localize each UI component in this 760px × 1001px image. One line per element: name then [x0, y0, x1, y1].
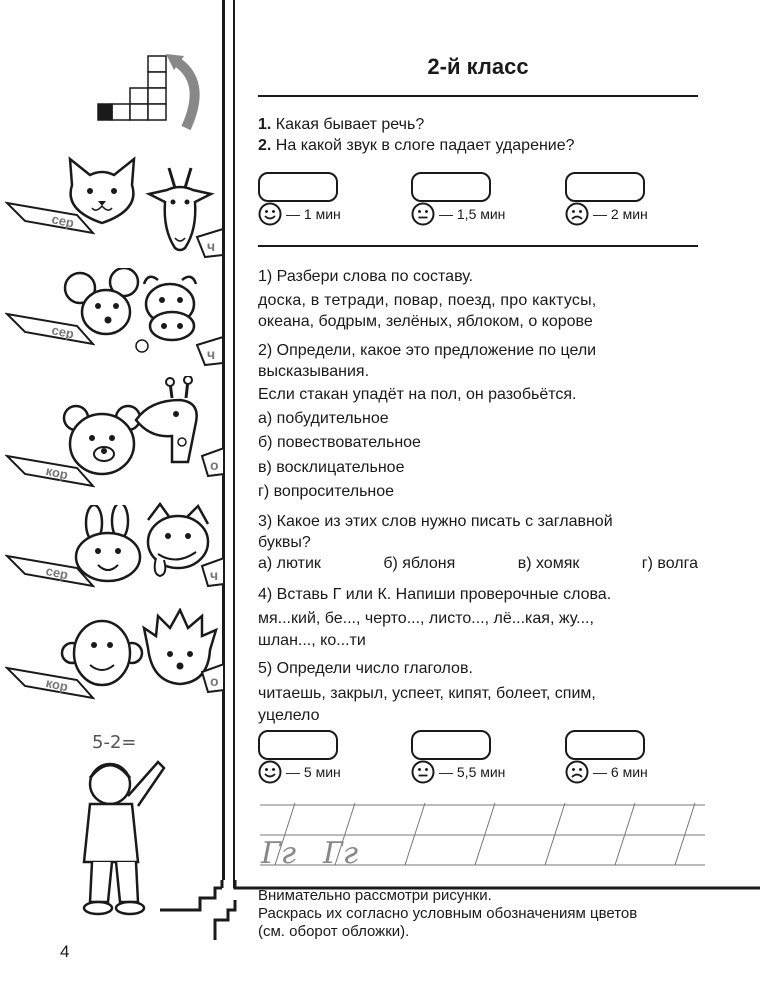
- task-3-option-b: б) яблоня: [383, 555, 456, 572]
- task-3-title-line2: буквы?: [258, 534, 311, 551]
- footer-line-2: Раскрась их согласно условным обозначениям цветов: [258, 905, 638, 922]
- section-divider: [258, 245, 698, 247]
- neutral-face-icon: [411, 202, 435, 226]
- sad-face-icon: [565, 202, 589, 226]
- task-2-option-c: в) восклицательное: [258, 459, 405, 476]
- svg-text:ч: ч: [207, 238, 216, 254]
- question-2: 2. На какой звук в слоге падает ударение?: [258, 137, 575, 154]
- task-3-option-a: а) лютик: [258, 555, 321, 572]
- side-tag-left-3: [5, 450, 95, 490]
- task-2-title-line1: 2) Определи, какое это предложение по цели: [258, 342, 597, 359]
- task-3-options: [258, 555, 698, 573]
- answer-box-5[interactable]: [411, 730, 491, 760]
- svg-text:сер: сер: [44, 563, 70, 583]
- side-tag-right-5: [200, 662, 226, 694]
- timing-bottom-2: — 5,5 мин: [411, 760, 505, 784]
- svg-text:кор: кор: [44, 675, 70, 695]
- answer-box-1[interactable]: [258, 172, 338, 202]
- svg-text:5-2=: 5-2=: [92, 732, 137, 753]
- side-tag-right-3: [200, 446, 226, 478]
- handwriting-practice-area[interactable]: [255, 795, 705, 875]
- task-2-option-d: г) вопросительное: [258, 483, 395, 500]
- svg-text:ч: ч: [210, 567, 219, 583]
- side-tag-left-5: [5, 662, 95, 702]
- answer-box-3[interactable]: [565, 172, 645, 202]
- timing-bottom-1: — 5 мин: [258, 760, 341, 784]
- svg-text:о: о: [210, 457, 219, 473]
- title-divider: [258, 95, 698, 97]
- footer-line-1: Внимательно рассмотри рисунки.: [258, 887, 492, 904]
- task-3-option-d: г) волга: [641, 555, 698, 572]
- side-tag-right-4: [200, 556, 226, 588]
- svg-text:Гг: Гг: [261, 836, 297, 871]
- answer-box-2[interactable]: [411, 172, 491, 202]
- side-tag-right-2: [195, 335, 225, 367]
- task-2-option-a: а) побудительное: [258, 410, 389, 427]
- svg-text:сер: сер: [50, 322, 76, 342]
- left-frame-line: [222, 0, 225, 880]
- sad-face-icon: [565, 760, 589, 784]
- svg-text:ч: ч: [207, 346, 216, 362]
- task-2-option-b: б) повествовательное: [258, 434, 421, 451]
- timing-top-2: — 1,5 мин: [411, 202, 505, 226]
- task-5-title: 5) Определи число глаголов.: [258, 660, 473, 677]
- progress-grid-icon: [96, 50, 211, 135]
- page-number: 4: [60, 942, 70, 961]
- footer-line-3: (см. оборот обложки).: [258, 923, 410, 940]
- answer-box-4[interactable]: [258, 730, 338, 760]
- task-4-title: 4) Вставь Г или К. Напиши проверочные слова.: [258, 586, 612, 603]
- svg-text:о: о: [210, 673, 219, 689]
- task-5-line2: уцелело: [258, 707, 320, 724]
- task-2-sentence: Если стакан упадёт на пол, он разобьётся.: [258, 386, 577, 403]
- footer-instructions: [258, 887, 708, 941]
- timing-bottom-3: — 6 мин: [565, 760, 648, 784]
- boy-writing-illustration: [68, 722, 218, 922]
- svg-text:кор: кор: [44, 463, 70, 483]
- task-4-line1: мя...кий, бе..., черто..., листо..., лё...кая, жу...,: [258, 610, 594, 627]
- timing-top-3: — 2 мин: [565, 202, 648, 226]
- side-tag-left-1: [5, 197, 95, 237]
- task-1-words-line2: океана, бодрым, зелёных, яблоком, о корове: [258, 313, 593, 330]
- page-title: 2-й класс: [427, 54, 529, 79]
- timing-top-1: — 1 мин: [258, 202, 341, 226]
- svg-text:сер: сер: [50, 211, 76, 231]
- task-4-line2: шлан..., ко...ти: [258, 632, 366, 649]
- svg-text:Гг: Гг: [323, 836, 359, 871]
- happy-face-icon: [258, 202, 282, 226]
- task-3-option-c: в) хомяк: [517, 555, 580, 572]
- happy-face-icon: [258, 760, 282, 784]
- side-tag-left-2: [5, 308, 95, 348]
- task-1-title: 1) Разбери слова по составу.: [258, 268, 474, 285]
- task-2-title-line2: высказывания.: [258, 363, 370, 380]
- task-1-words-line1: доска, в тетради, повар, поезд, про кактусы,: [258, 292, 597, 309]
- side-tag-left-4: [5, 550, 95, 590]
- giraffe-face-icon: [130, 376, 210, 466]
- right-frame-line: [233, 0, 235, 888]
- task-3-title-line1: 3) Какое из этих слов нужно писать с заглавной: [258, 513, 613, 530]
- answer-box-6[interactable]: [565, 730, 645, 760]
- neutral-face-icon: [411, 760, 435, 784]
- task-5-line1: читаешь, закрыл, успеет, кипят, болеет, спим,: [258, 685, 596, 702]
- question-1: 1. Какая бывает речь?: [258, 116, 425, 133]
- side-tag-right-1: [195, 227, 225, 259]
